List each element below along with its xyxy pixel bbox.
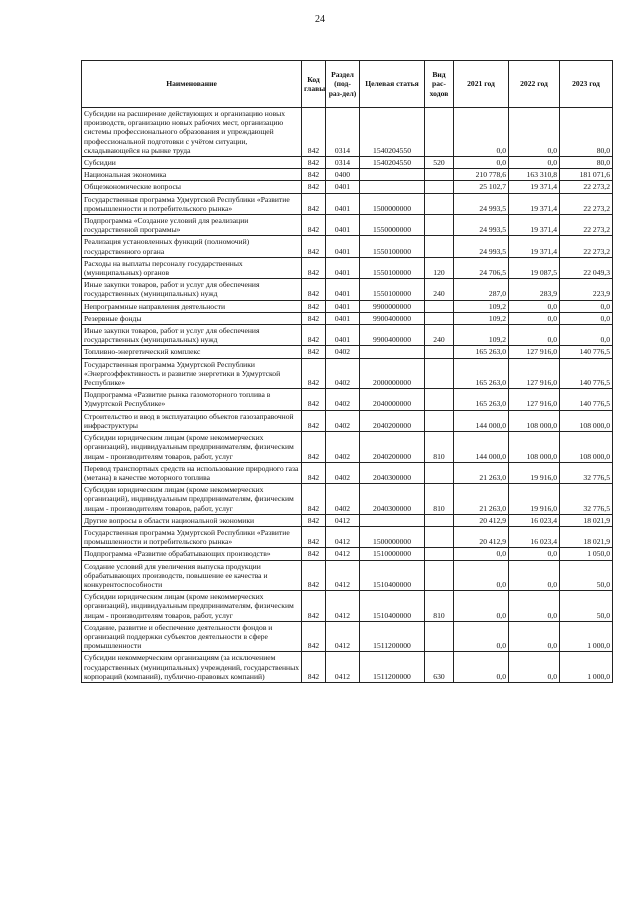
row-2023-cell: 108 000,0 — [560, 410, 613, 431]
row-code-cell: 842 — [302, 358, 326, 389]
row-section-cell: 0401 — [326, 193, 360, 214]
row-target-cell: 1540204550 — [360, 108, 425, 157]
header-row — [82, 61, 613, 108]
row-2021-cell: 0,0 — [454, 621, 509, 652]
row-name-cell: Подпрограмма «Создание условий для реализации государственной программы» — [82, 215, 302, 236]
row-section-cell: 0402 — [326, 484, 360, 515]
row-code-cell: 842 — [302, 108, 326, 157]
row-section-cell: 0401 — [326, 215, 360, 236]
table-row — [82, 389, 613, 410]
header-name: Наименование — [82, 61, 302, 108]
row-2021-cell: 24 993,5 — [454, 215, 509, 236]
table-row — [82, 526, 613, 547]
row-section-cell: 0401 — [326, 257, 360, 278]
row-2021-cell: 0,0 — [454, 591, 509, 622]
row-target-cell: 1550000000 — [360, 215, 425, 236]
row-type-cell — [425, 514, 454, 526]
row-code-cell: 842 — [302, 462, 326, 483]
row-type-cell — [425, 358, 454, 389]
row-name-cell: Топливно-энергетический комплекс — [82, 346, 302, 358]
table-row — [82, 484, 613, 515]
row-type-cell — [425, 215, 454, 236]
table-row — [82, 193, 613, 214]
row-name-cell: Подпрограмма «Развитие обрабатывающих производств» — [82, 548, 302, 560]
row-section-cell: 0412 — [326, 652, 360, 683]
row-code-cell: 842 — [302, 157, 326, 169]
row-name-cell: Государственная программа Удмуртской Республики «Энергоэффективность и развитие энергетики в Удмуртской Республике» — [82, 358, 302, 389]
row-2022-cell: 0,0 — [509, 621, 560, 652]
row-2023-cell: 140 776,5 — [560, 389, 613, 410]
table-row — [82, 462, 613, 483]
row-name-cell: Субсидии юридическим лицам (кроме некоммерческих организаций), индивидуальным предпринимателям, физическим лицам - производителям товаров, работ, услуг — [82, 432, 302, 463]
row-2022-cell: 0,0 — [509, 325, 560, 346]
row-target-cell: 1511200000 — [360, 621, 425, 652]
row-target-cell: 9900000000 — [360, 300, 425, 312]
row-section-cell: 0314 — [326, 157, 360, 169]
row-2021-cell: 165 263,0 — [454, 358, 509, 389]
row-section-cell: 0401 — [326, 236, 360, 257]
row-2022-cell: 0,0 — [509, 652, 560, 683]
row-target-cell: 2040000000 — [360, 389, 425, 410]
row-2023-cell: 223,9 — [560, 279, 613, 300]
row-section-cell: 0401 — [326, 181, 360, 193]
row-section-cell: 0402 — [326, 462, 360, 483]
row-section-cell: 0412 — [326, 514, 360, 526]
row-section-cell: 0401 — [326, 312, 360, 324]
row-2022-cell: 19 371,4 — [509, 215, 560, 236]
row-name-cell: Резервные фонды — [82, 312, 302, 324]
row-2022-cell: 19 087,5 — [509, 257, 560, 278]
row-type-cell — [425, 181, 454, 193]
row-code-cell: 842 — [302, 432, 326, 463]
row-target-cell: 1550100000 — [360, 236, 425, 257]
row-target-cell — [360, 169, 425, 181]
table-row — [82, 236, 613, 257]
row-name-cell: Иные закупки товаров, работ и услуг для обеспечения государственных (муниципальных) нужд — [82, 279, 302, 300]
row-name-cell: Национальная экономика — [82, 169, 302, 181]
row-name-cell: Расходы на выплаты персоналу государственных (муниципальных) органов — [82, 257, 302, 278]
row-2021-cell: 20 412,9 — [454, 526, 509, 547]
row-2023-cell: 80,0 — [560, 108, 613, 157]
row-section-cell: 0412 — [326, 560, 360, 591]
row-2022-cell: 108 000,0 — [509, 410, 560, 431]
row-code-cell: 842 — [302, 484, 326, 515]
row-2023-cell: 140 776,5 — [560, 346, 613, 358]
row-2021-cell: 25 102,7 — [454, 181, 509, 193]
table-row — [82, 108, 613, 157]
row-type-cell — [425, 548, 454, 560]
row-section-cell: 0401 — [326, 279, 360, 300]
row-code-cell: 842 — [302, 652, 326, 683]
row-2023-cell: 1 000,0 — [560, 621, 613, 652]
row-name-cell: Общеэкономические вопросы — [82, 181, 302, 193]
table-row — [82, 300, 613, 312]
row-2022-cell: 0,0 — [509, 312, 560, 324]
row-2023-cell: 50,0 — [560, 560, 613, 591]
row-type-cell: 520 — [425, 157, 454, 169]
row-2022-cell: 127 916,0 — [509, 358, 560, 389]
row-2021-cell: 210 778,6 — [454, 169, 509, 181]
row-type-cell — [425, 462, 454, 483]
row-target-cell — [360, 181, 425, 193]
row-section-cell: 0314 — [326, 108, 360, 157]
table-row — [82, 312, 613, 324]
row-type-cell: 630 — [425, 652, 454, 683]
header-2023: 2023 год — [560, 61, 613, 108]
row-code-cell: 842 — [302, 181, 326, 193]
row-2022-cell: 0,0 — [509, 548, 560, 560]
row-code-cell: 842 — [302, 279, 326, 300]
row-2023-cell: 1 000,0 — [560, 652, 613, 683]
table-row — [82, 215, 613, 236]
row-code-cell: 842 — [302, 215, 326, 236]
row-type-cell: 810 — [425, 432, 454, 463]
row-2022-cell: 0,0 — [509, 157, 560, 169]
row-2021-cell: 24 706,5 — [454, 257, 509, 278]
row-target-cell: 1550100000 — [360, 257, 425, 278]
row-2022-cell: 0,0 — [509, 591, 560, 622]
row-type-cell — [425, 526, 454, 547]
row-name-cell: Государственная программа Удмуртской Республики «Развитие промышленности и потребительского рынка» — [82, 193, 302, 214]
row-2022-cell: 0,0 — [509, 108, 560, 157]
row-2021-cell: 0,0 — [454, 548, 509, 560]
row-type-cell — [425, 169, 454, 181]
row-type-cell: 240 — [425, 325, 454, 346]
row-2021-cell: 109,2 — [454, 300, 509, 312]
row-name-cell: Иные закупки товаров, работ и услуг для обеспечения государственных (муниципальных) нужд — [82, 325, 302, 346]
table-body — [82, 108, 613, 683]
table-row — [82, 279, 613, 300]
row-2021-cell: 24 993,5 — [454, 193, 509, 214]
row-target-cell: 1511200000 — [360, 652, 425, 683]
row-2022-cell: 19 371,4 — [509, 193, 560, 214]
row-name-cell: Субсидии юридическим лицам (кроме некоммерческих организаций), индивидуальным предпринимателям, физическим лицам - производителям товаров, работ, услуг — [82, 484, 302, 515]
row-name-cell: Строительство и ввод в эксплуатацию объектов газозаправочной инфраструктуры — [82, 410, 302, 431]
budget-table — [81, 60, 613, 683]
row-code-cell: 842 — [302, 548, 326, 560]
row-2022-cell: 19 371,4 — [509, 236, 560, 257]
row-2022-cell: 19 371,4 — [509, 181, 560, 193]
row-target-cell: 1510000000 — [360, 548, 425, 560]
row-name-cell: Государственная программа Удмуртской Республики «Развитие промышленности и потребительского рынка» — [82, 526, 302, 547]
row-target-cell: 9900400000 — [360, 325, 425, 346]
row-section-cell: 0402 — [326, 410, 360, 431]
row-2021-cell: 109,2 — [454, 325, 509, 346]
row-2023-cell: 18 021,9 — [560, 514, 613, 526]
row-target-cell: 1510400000 — [360, 560, 425, 591]
row-name-cell: Субсидии юридическим лицам (кроме некоммерческих организаций), индивидуальным предпринимателям, физическим лицам - производителям товаров, работ, услуг — [82, 591, 302, 622]
row-section-cell: 0402 — [326, 346, 360, 358]
row-2023-cell: 22 273,2 — [560, 215, 613, 236]
table-row — [82, 169, 613, 181]
row-2021-cell: 144 000,0 — [454, 432, 509, 463]
row-2022-cell: 163 310,8 — [509, 169, 560, 181]
header-type: Вид рас-ходов — [425, 61, 454, 108]
row-2023-cell: 0,0 — [560, 325, 613, 346]
row-type-cell — [425, 346, 454, 358]
row-code-cell: 842 — [302, 526, 326, 547]
row-2023-cell: 18 021,9 — [560, 526, 613, 547]
table-row — [82, 432, 613, 463]
row-target-cell: 2040300000 — [360, 462, 425, 483]
row-2021-cell: 0,0 — [454, 108, 509, 157]
row-target-cell: 2000000000 — [360, 358, 425, 389]
row-code-cell: 842 — [302, 621, 326, 652]
row-type-cell — [425, 621, 454, 652]
page-number: 24 — [315, 14, 325, 25]
row-name-cell: Другие вопросы в области национальной экономики — [82, 514, 302, 526]
row-target-cell: 9900400000 — [360, 312, 425, 324]
row-2021-cell: 0,0 — [454, 652, 509, 683]
row-name-cell: Субсидии некоммерческим организациям (за исключением государственных (муниципальных) учреждений, государственных корпораций (компаний), публично-правовых компаний) — [82, 652, 302, 683]
row-2023-cell: 140 776,5 — [560, 358, 613, 389]
row-code-cell: 842 — [302, 236, 326, 257]
row-2021-cell: 165 263,0 — [454, 346, 509, 358]
table-row — [82, 257, 613, 278]
row-name-cell: Создание, развитие и обеспечение деятельности фондов и организаций поддержки субъектов деятельности в сфере промышленности — [82, 621, 302, 652]
table-row — [82, 325, 613, 346]
row-2022-cell: 0,0 — [509, 300, 560, 312]
row-2022-cell: 16 023,4 — [509, 514, 560, 526]
row-type-cell — [425, 560, 454, 591]
row-name-cell: Субсидии на расширение действующих и организацию новых производств, организацию новых рабочих мест, организацию системы профессионального образования и упреждающей профессиональной подготовки с учётом ситуации, складывающейся на рынке труда — [82, 108, 302, 157]
row-target-cell — [360, 514, 425, 526]
row-name-cell: Непрограммные направления деятельности — [82, 300, 302, 312]
row-code-cell: 842 — [302, 193, 326, 214]
row-2022-cell: 0,0 — [509, 560, 560, 591]
row-name-cell: Подпрограмма «Развитие рынка газомоторного топлива в Удмуртской Республике» — [82, 389, 302, 410]
row-target-cell: 2040200000 — [360, 432, 425, 463]
row-type-cell — [425, 108, 454, 157]
row-code-cell: 842 — [302, 346, 326, 358]
row-2021-cell: 0,0 — [454, 560, 509, 591]
row-2023-cell: 22 273,2 — [560, 193, 613, 214]
table-row — [82, 157, 613, 169]
row-2022-cell: 19 916,0 — [509, 462, 560, 483]
table-row — [82, 181, 613, 193]
row-name-cell: Создание условий для увеличения выпуска продукции обрабатывающих производств, повышение ее качества и конкурентоспособности — [82, 560, 302, 591]
row-2021-cell: 109,2 — [454, 312, 509, 324]
table-row — [82, 548, 613, 560]
row-code-cell: 842 — [302, 514, 326, 526]
row-target-cell: 1500000000 — [360, 526, 425, 547]
row-code-cell: 842 — [302, 325, 326, 346]
row-2022-cell: 108 000,0 — [509, 432, 560, 463]
row-code-cell: 842 — [302, 591, 326, 622]
row-2023-cell: 1 050,0 — [560, 548, 613, 560]
row-type-cell — [425, 300, 454, 312]
header-target: Целевая статья — [360, 61, 425, 108]
row-2023-cell: 80,0 — [560, 157, 613, 169]
row-target-cell: 1500000000 — [360, 193, 425, 214]
row-2022-cell: 19 916,0 — [509, 484, 560, 515]
row-code-cell: 842 — [302, 312, 326, 324]
table-row — [82, 621, 613, 652]
row-type-cell — [425, 389, 454, 410]
row-type-cell: 810 — [425, 591, 454, 622]
row-type-cell — [425, 410, 454, 431]
header-2021: 2021 год — [454, 61, 509, 108]
row-code-cell: 842 — [302, 300, 326, 312]
row-name-cell: Реализация установленных функций (полномочий) государственного органа — [82, 236, 302, 257]
table-row — [82, 591, 613, 622]
row-2023-cell: 50,0 — [560, 591, 613, 622]
row-2022-cell: 127 916,0 — [509, 389, 560, 410]
row-section-cell: 0400 — [326, 169, 360, 181]
row-target-cell: 1550100000 — [360, 279, 425, 300]
header-code: Код главы — [302, 61, 326, 108]
row-type-cell — [425, 193, 454, 214]
row-2023-cell: 22 273,2 — [560, 181, 613, 193]
row-section-cell: 0412 — [326, 591, 360, 622]
row-2021-cell: 24 993,5 — [454, 236, 509, 257]
row-2023-cell: 32 776,5 — [560, 484, 613, 515]
row-2021-cell: 21 263,0 — [454, 462, 509, 483]
row-2022-cell: 283,9 — [509, 279, 560, 300]
row-2023-cell: 22 049,3 — [560, 257, 613, 278]
row-section-cell: 0412 — [326, 548, 360, 560]
row-2023-cell: 0,0 — [560, 300, 613, 312]
table-row — [82, 410, 613, 431]
row-name-cell: Перевод транспортных средств на использование природного газа (метана) в качестве моторного топлива — [82, 462, 302, 483]
table-row — [82, 652, 613, 683]
row-target-cell: 1540204550 — [360, 157, 425, 169]
row-2021-cell: 0,0 — [454, 157, 509, 169]
row-code-cell: 842 — [302, 169, 326, 181]
table-row — [82, 560, 613, 591]
row-type-cell: 810 — [425, 484, 454, 515]
row-2021-cell: 165 263,0 — [454, 389, 509, 410]
row-2023-cell: 181 071,6 — [560, 169, 613, 181]
row-2023-cell: 32 776,5 — [560, 462, 613, 483]
row-2021-cell: 20 412,9 — [454, 514, 509, 526]
header-2022: 2022 год — [509, 61, 560, 108]
row-type-cell — [425, 236, 454, 257]
header-section: Раздел (под-раз-дел) — [326, 61, 360, 108]
row-code-cell: 842 — [302, 389, 326, 410]
row-2023-cell: 22 273,2 — [560, 236, 613, 257]
row-section-cell: 0412 — [326, 621, 360, 652]
row-section-cell: 0402 — [326, 432, 360, 463]
row-2023-cell: 108 000,0 — [560, 432, 613, 463]
row-2022-cell: 16 023,4 — [509, 526, 560, 547]
row-target-cell: 2040200000 — [360, 410, 425, 431]
row-2022-cell: 127 916,0 — [509, 346, 560, 358]
row-section-cell: 0402 — [326, 358, 360, 389]
row-2021-cell: 21 263,0 — [454, 484, 509, 515]
table-row — [82, 346, 613, 358]
table-row — [82, 358, 613, 389]
row-name-cell: Субсидии — [82, 157, 302, 169]
row-target-cell: 2040300000 — [360, 484, 425, 515]
row-code-cell: 842 — [302, 257, 326, 278]
row-target-cell — [360, 346, 425, 358]
row-2021-cell: 144 000,0 — [454, 410, 509, 431]
row-code-cell: 842 — [302, 410, 326, 431]
row-target-cell: 1510400000 — [360, 591, 425, 622]
row-type-cell: 120 — [425, 257, 454, 278]
row-type-cell: 240 — [425, 279, 454, 300]
row-section-cell: 0412 — [326, 526, 360, 547]
row-2021-cell: 287,0 — [454, 279, 509, 300]
row-section-cell: 0401 — [326, 325, 360, 346]
row-2023-cell: 0,0 — [560, 312, 613, 324]
row-code-cell: 842 — [302, 560, 326, 591]
row-section-cell: 0402 — [326, 389, 360, 410]
row-section-cell: 0401 — [326, 300, 360, 312]
table-row — [82, 514, 613, 526]
row-type-cell — [425, 312, 454, 324]
